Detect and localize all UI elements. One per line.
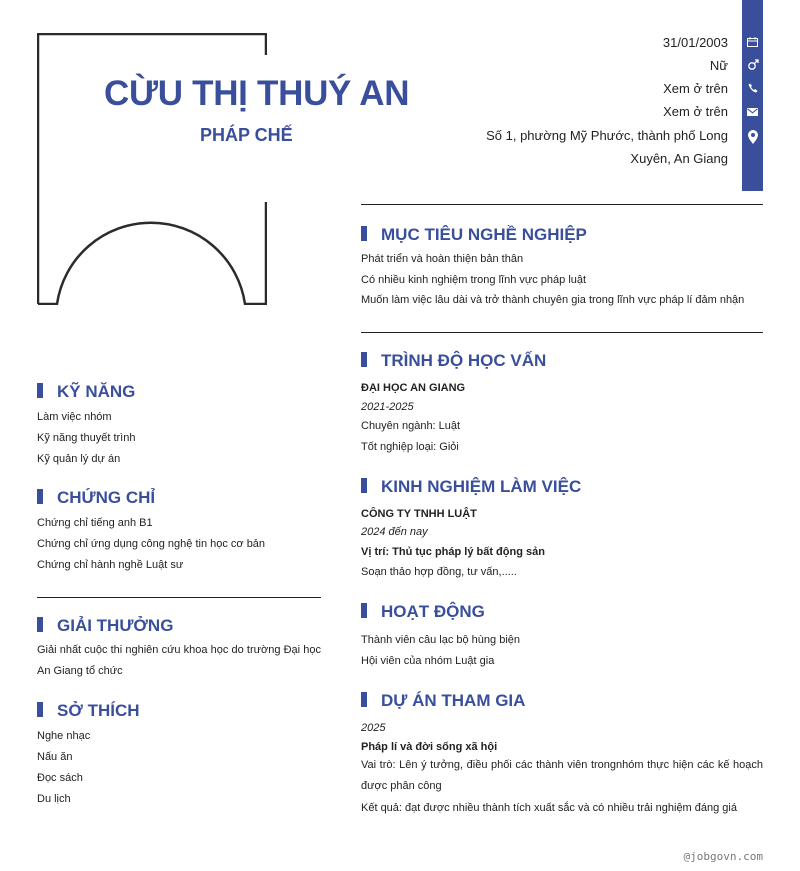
school-name: ĐẠI HỌC AN GIANG xyxy=(361,382,466,394)
divider xyxy=(361,332,763,333)
calendar-icon xyxy=(742,34,763,50)
activity-item: Thành viên câu lạc bộ hùng biện xyxy=(361,634,521,646)
gender-icon xyxy=(742,57,763,73)
experience-heading: KINH NGHIỆM LÀM VIỆC xyxy=(361,477,581,497)
project-name: Pháp lí và đời sống xã hội xyxy=(361,741,498,753)
contact-icon-bar xyxy=(742,0,763,191)
education-heading: TRÌNH ĐỘ HỌC VẤN xyxy=(361,351,546,371)
education-major: Chuyên ngành: Luật xyxy=(361,420,461,432)
certificate-item: Chứng chỉ tiếng anh B1 xyxy=(37,517,153,529)
email: Xem ở trên xyxy=(663,104,728,119)
address-line-2: Xuyên, An Giang xyxy=(630,151,728,166)
email-icon xyxy=(742,104,763,120)
company-name: CÔNG TY TNHH LUẬT xyxy=(361,508,477,520)
watermark: @jobgovn.com xyxy=(683,850,763,863)
divider xyxy=(361,204,763,205)
hobby-item: Nấu ăn xyxy=(37,751,73,763)
certificate-item: Chứng chỉ hành nghề Luật sư xyxy=(37,559,184,571)
projects-heading: DỰ ÁN THAM GIA xyxy=(361,691,525,711)
gender: Nữ xyxy=(709,58,728,73)
objective-item: Muốn làm việc lâu dài và trở thành chuyên gia trong lĩnh vực pháp lí đảm nhận xyxy=(361,294,745,306)
education-grade: Tốt nghiệp loại: Giỏi xyxy=(361,441,459,453)
address xyxy=(486,124,728,170)
experience-description: Soạn thảo hợp đồng, tư vấn,..... xyxy=(361,566,517,578)
experience-position: Vị trí: Thủ tục pháp lý bất động sản xyxy=(361,546,545,558)
activities-heading: HOẠT ĐỘNG xyxy=(361,602,485,622)
objective-heading: MỤC TIÊU NGHỀ NGHIỆP xyxy=(361,225,587,245)
dob: 31/01/2003 xyxy=(662,35,728,50)
project-result: Kết quả: đạt được nhiều thành tích xuất sắc và có nhiều trải nghiệm đáng giá xyxy=(361,802,737,814)
location-icon xyxy=(742,129,763,145)
awards-heading: GIẢI THƯỞNG xyxy=(37,616,173,636)
candidate-name: CỪU THỊ THUÝ AN xyxy=(104,74,410,113)
phone: Xem ở trên xyxy=(663,81,728,96)
education-period: 2021-2025 xyxy=(361,401,414,413)
project-role: Vai trò: Lên ý tưởng, điều phối các thành viên trongnhóm thực hiện các kế hoạch được phân công xyxy=(361,759,763,792)
objective-item: Có nhiều kinh nghiệm trong lĩnh vực pháp luật xyxy=(361,274,587,286)
certificate-item: Chứng chỉ ứng dụng công nghệ tin học cơ bản xyxy=(37,538,266,550)
certificates-heading: CHỨNG CHỈ xyxy=(37,488,155,508)
phone-icon xyxy=(742,80,763,96)
job-position: PHÁP CHẾ xyxy=(200,125,293,145)
award-text: Giải nhất cuộc thi nghiên cứu khoa học do trường Đại học An Giang tổ chức xyxy=(37,644,321,677)
hobbies-heading: SỞ THÍCH xyxy=(37,701,140,721)
activity-item: Hội viên của nhóm Luật gia xyxy=(361,655,495,667)
hobby-item: Đọc sách xyxy=(37,772,83,784)
address-line-1: Số 1, phường Mỹ Phước, thành phố Long xyxy=(486,128,728,143)
skill-item: Làm việc nhóm xyxy=(37,411,112,423)
skill-item: Kỹ quản lý dự án xyxy=(37,453,121,465)
skills-heading: KỸ NĂNG xyxy=(37,382,135,402)
experience-period: 2024 đến nay xyxy=(361,526,428,538)
skill-item: Kỹ năng thuyết trình xyxy=(37,432,136,444)
hobby-item: Du lịch xyxy=(37,793,71,805)
hobby-item: Nghe nhạc xyxy=(37,730,91,742)
project-year: 2025 xyxy=(361,722,386,734)
divider xyxy=(37,597,321,598)
objective-item: Phát triển và hoàn thiện bản thân xyxy=(361,253,524,265)
